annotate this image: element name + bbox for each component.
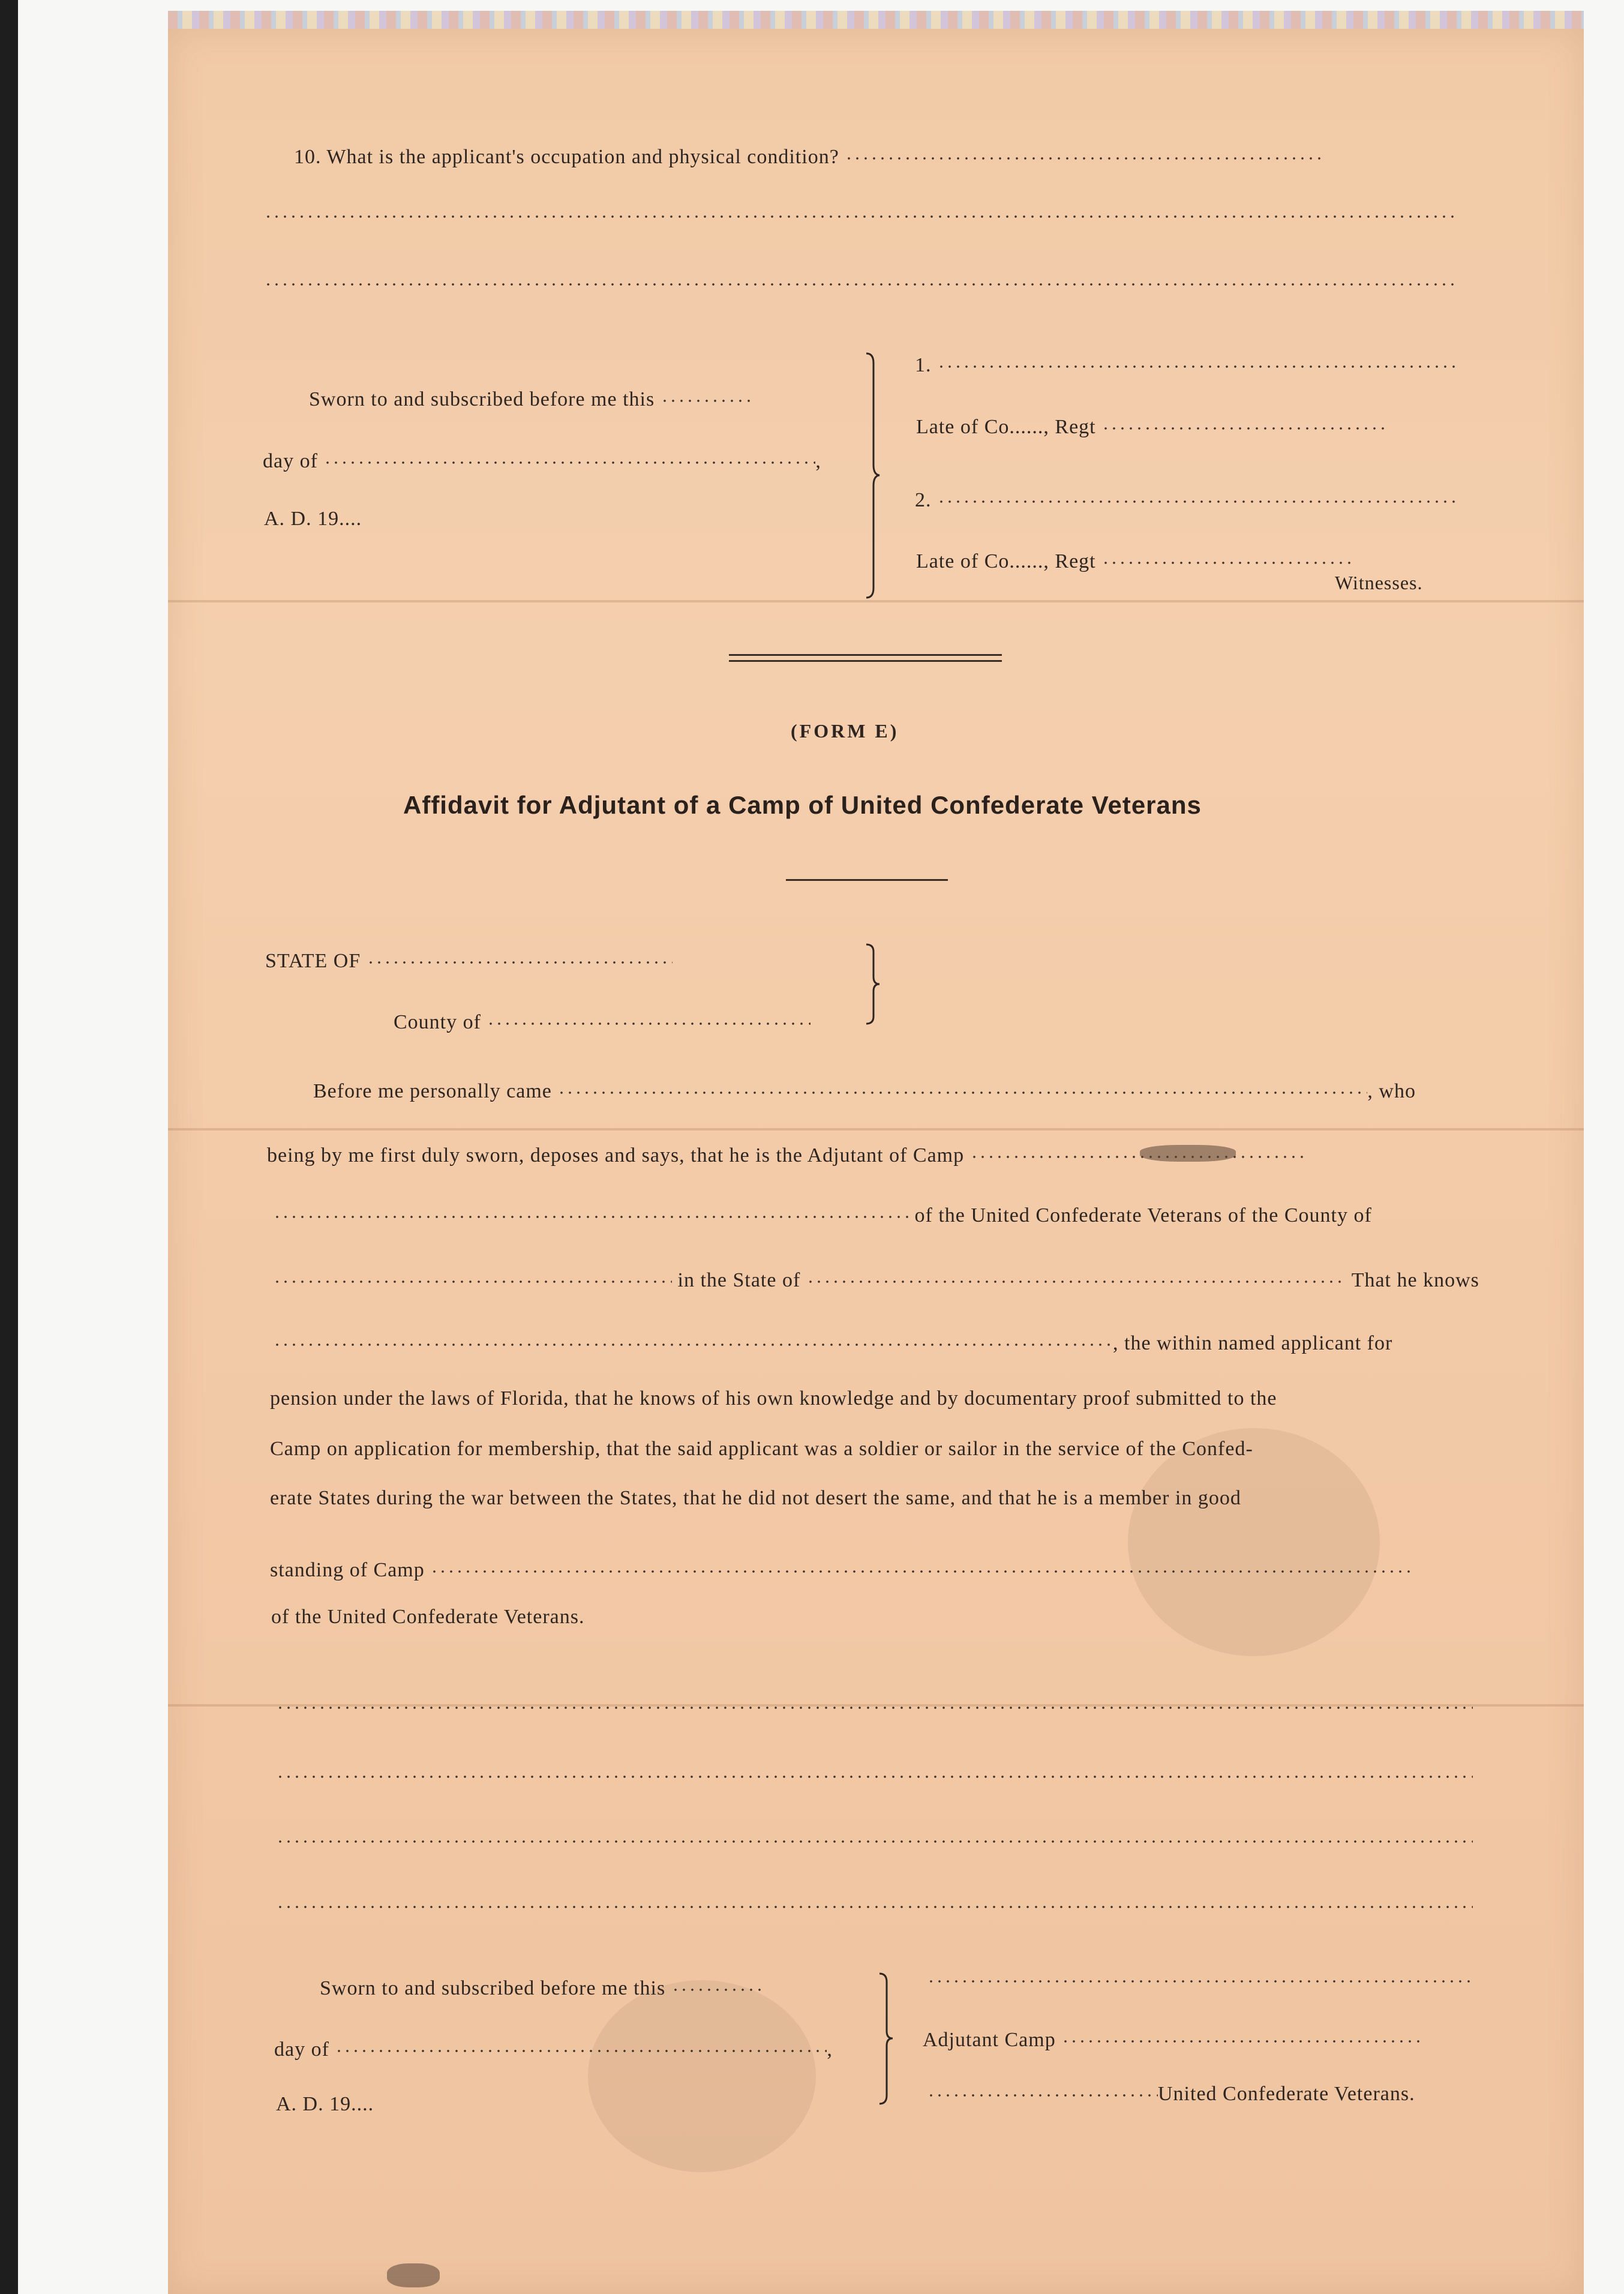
answer-line	[264, 213, 1458, 220]
question-10-text: 10. What is the applicant's occupation and physical condition?	[294, 146, 839, 168]
blank-line	[276, 1838, 1473, 1845]
day-of-line: day of ,	[263, 447, 821, 472]
day-of-text: day of	[274, 2038, 329, 2061]
paragraph-line-1: pension under the laws of Florida, that he knows of his own knowledge and by documentary proof submitted to the	[270, 1387, 1277, 1410]
name-dots	[557, 1077, 1367, 1097]
fold-line	[168, 600, 1584, 602]
witness-2-num: 2.	[915, 489, 932, 511]
bottom-sworn-line	[320, 1974, 761, 1999]
standing-line	[270, 1556, 1414, 1581]
question-10	[294, 143, 1325, 167]
applicant-dots	[273, 1329, 1113, 1350]
form-label: (FORM E)	[791, 720, 899, 742]
paragraph-line-2: Camp on application for membership, that the said applicant was a soldier or sailor in the service of the Confed-	[270, 1438, 1253, 1460]
late-of-dots	[1101, 413, 1389, 433]
sworn-text: Sworn to and subscribed before me this	[320, 1977, 666, 1999]
sworn-dots	[671, 1974, 761, 1995]
standing-dots	[430, 1556, 1414, 1576]
ad-year: A. D. 19....	[264, 508, 362, 530]
being-text: being by me first duly sworn, deposes and says, that he is the Adjutant of Camp	[267, 1144, 965, 1167]
before-me-line	[313, 1077, 1416, 1102]
county-line	[273, 1201, 1372, 1226]
within-text: , the within named applicant for	[1113, 1332, 1393, 1354]
answer-line	[264, 281, 1458, 288]
witness-2	[915, 486, 1459, 511]
adjutant-camp-dots	[1061, 2026, 1424, 2046]
witness-1	[915, 351, 1459, 376]
signature-line	[927, 1978, 1473, 1985]
in-state-text: in the State of	[677, 1269, 801, 1291]
late-of-text: Late of Co......, Regt	[916, 550, 1096, 572]
ucv-signature-line	[927, 2080, 1415, 2104]
ink-smudge	[1140, 1145, 1236, 1162]
title-rule	[786, 879, 948, 881]
sworn-text: Sworn to and subscribed before me this	[309, 388, 655, 410]
adjutant-camp-text: Adjutant Camp	[923, 2029, 1056, 2051]
witness-2-late	[916, 547, 1353, 572]
witness-2-dots	[937, 486, 1459, 506]
fold-line	[168, 1128, 1584, 1130]
bottom-ad-year: A. D. 19....	[276, 2093, 374, 2115]
county-of-text: County of	[394, 1011, 481, 1033]
double-rule	[729, 654, 1002, 656]
state-of-dots	[367, 947, 673, 967]
late-of-dots	[1101, 547, 1353, 568]
camp-number-dots	[927, 2080, 1158, 2100]
witness-1-late	[916, 413, 1389, 437]
state-of-line	[265, 947, 673, 971]
state-line	[273, 1266, 1479, 1291]
form-title: Affidavit for Adjutant of a Camp of United Confederate Veterans	[403, 791, 1202, 819]
camp-name-dots	[273, 1201, 909, 1222]
answer-dots	[845, 143, 1325, 163]
bottom-day-of-line: day of ,	[274, 2035, 833, 2060]
scan-edge	[0, 0, 18, 2294]
who-text: , who	[1367, 1080, 1416, 1102]
county-name-dots	[273, 1266, 672, 1287]
state-of-text: STATE OF	[265, 950, 361, 972]
standing-text: standing of Camp	[270, 1559, 425, 1581]
sworn-line	[309, 385, 751, 410]
brace	[877, 1971, 895, 2106]
of-ucv-text: of the United Confederate Veterans.	[271, 1606, 585, 1628]
ucv-county-text: of the United Confederate Veterans of the County of	[914, 1204, 1372, 1227]
before-text: Before me personally came	[313, 1080, 552, 1102]
witnesses-label: Witnesses.	[1335, 572, 1423, 593]
double-rule	[729, 660, 1002, 662]
applicant-line	[273, 1329, 1392, 1354]
blank-line	[276, 1704, 1473, 1711]
paper-damage	[387, 2263, 440, 2287]
county-of-line	[394, 1008, 811, 1033]
day-of-dots	[323, 447, 815, 467]
witness-1-dots	[937, 351, 1459, 371]
county-of-dots	[487, 1008, 811, 1028]
paragraph-line-3: erate States during the war between the States, that he did not desert the same, and that he is a member in good	[270, 1487, 1241, 1509]
embossed-seal	[588, 1980, 816, 2172]
late-of-text: Late of Co......, Regt	[916, 416, 1096, 438]
ucv-text: United Confederate Veterans.	[1158, 2083, 1415, 2105]
blank-line	[276, 1903, 1473, 1911]
day-of-text: day of	[263, 450, 318, 472]
state-name-dots	[806, 1266, 1346, 1287]
adjutant-camp-line	[923, 2026, 1424, 2050]
witness-1-num: 1.	[915, 354, 932, 376]
day-of-dots	[335, 2035, 827, 2056]
sworn-dots	[661, 385, 751, 406]
brace	[864, 942, 882, 1026]
brace	[864, 351, 882, 600]
embossed-seal	[1128, 1428, 1380, 1656]
that-knows-text: That he knows	[1351, 1269, 1479, 1291]
blank-line	[276, 1773, 1473, 1780]
